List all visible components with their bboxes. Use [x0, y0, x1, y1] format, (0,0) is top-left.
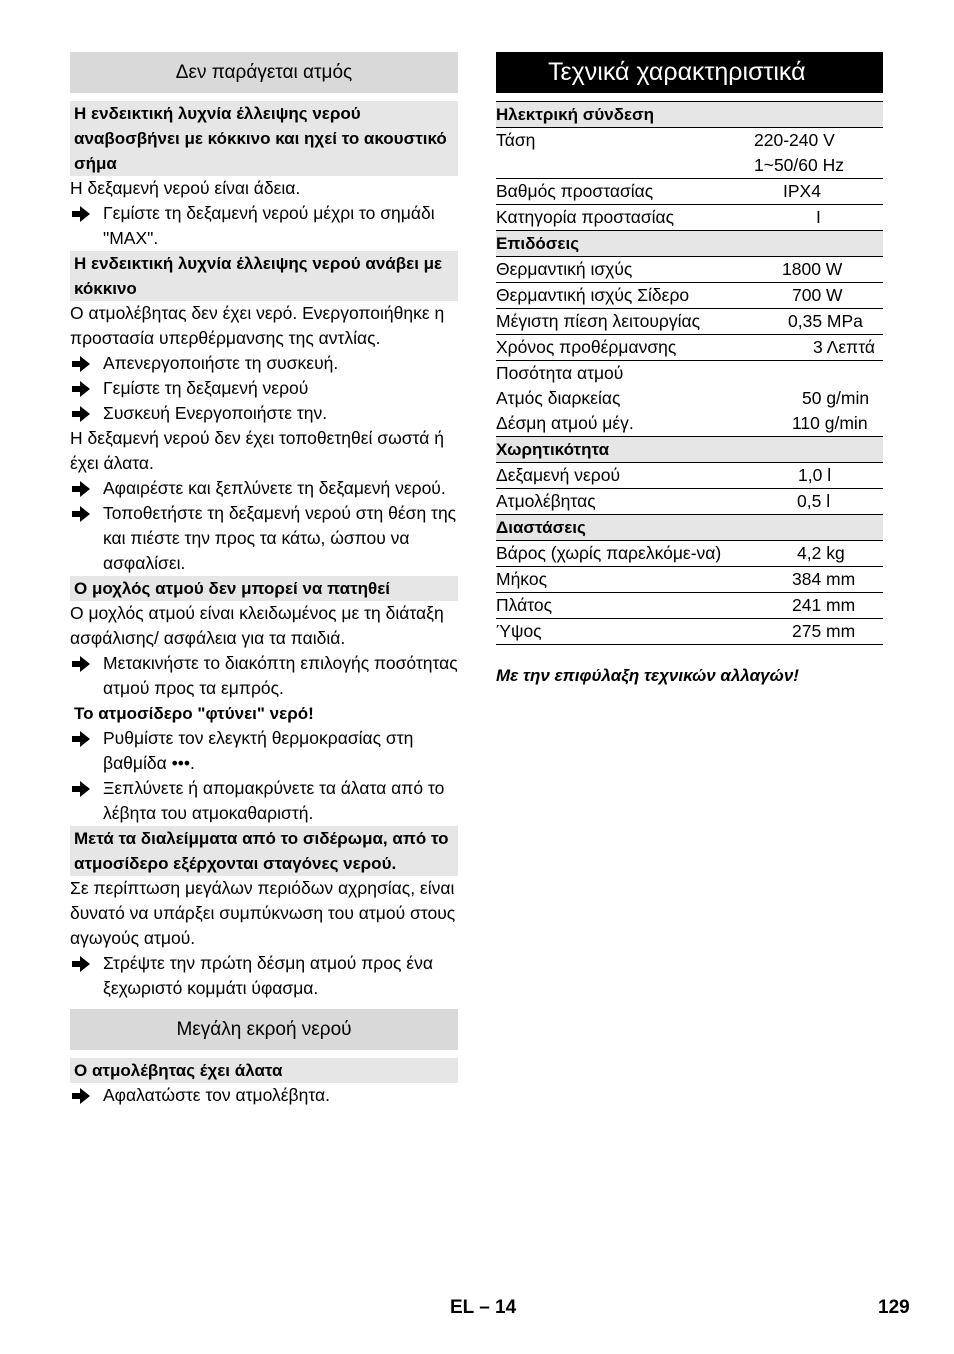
- arrow-right-icon: [72, 726, 94, 751]
- technical-changes-notice: Με την επιφύλαξη τεχνικών αλλαγών!: [496, 666, 799, 685]
- arrow-right-icon: [72, 201, 94, 226]
- page-number: 129: [878, 1297, 910, 1318]
- spec-table: [496, 101, 883, 645]
- remedy-step: Γεμίστε τη δεξαμενή νερού: [70, 376, 458, 401]
- remedy-step: Γεμίστε τη δεξαμενή νερού μέχρι το σημάδι "MAX".: [70, 201, 458, 251]
- fault-heading-iron-spits-water: Το ατμοσίδερο "φτύνει" νερό!: [74, 704, 314, 723]
- spec-group-row: Χωρητικότητα: [496, 437, 883, 463]
- arrow-right-icon: [72, 476, 94, 501]
- cause-text: Ο μοχλός ατμού είναι κλειδωμένος με τη διάταξη ασφάλισης/ ασφάλεια για τα παιδιά.: [70, 603, 444, 648]
- arrow-right-icon: [72, 1083, 94, 1108]
- arrow-right-icon: [72, 376, 94, 401]
- remedy-step: Απενεργοποιήστε τη συσκευή.: [70, 351, 458, 376]
- fault-heading-water-drops: Μετά τα διαλείμματα από το σιδέρωμα, από το ατμοσίδερο εξέρχονται σταγόνες νερού.: [70, 826, 458, 876]
- arrow-right-icon: [72, 501, 94, 526]
- arrow-right-icon: [72, 776, 94, 801]
- fault-heading-boiler-scale: Ο ατμολέβητας έχει άλατα: [70, 1058, 458, 1083]
- remedy-step: Συσκευή Ενεργοποιήστε την.: [70, 401, 458, 426]
- remedy-step: Αφαλατώστε τον ατμολέβητα.: [70, 1083, 458, 1108]
- remedy-step: Ρυθμίστε τον ελεγκτή θερμοκρασίας στη βαθμίδα •••.: [70, 726, 458, 776]
- page-code: EL – 14: [450, 1297, 517, 1318]
- table-row: Θερμαντική ισχύς Σίδερο 700 W: [496, 283, 883, 309]
- remedy-step: Αφαιρέστε και ξεπλύνετε τη δεξαμενή νερού.: [70, 476, 458, 501]
- table-row: Βάρος (χωρίς παρελκόμε-να) 4,2 kg: [496, 541, 883, 567]
- table-row: Κατηγορία προστασίας I: [496, 205, 883, 231]
- table-row: Δεξαμενή νερού 1,0 l: [496, 463, 883, 489]
- cause-text: Η δεξαμενή νερού είναι άδεια.: [70, 178, 301, 198]
- remedy-step: Τοποθετήστε τη δεξαμενή νερού στη θέση της και πιέστε την προς τα κάτω, ώσπου να ασφαλίσει.: [70, 501, 458, 576]
- table-row: Τάση 220-240 V: [496, 130, 835, 150]
- table-row: Ατμολέβητας 0,5 l: [496, 489, 883, 515]
- table-row: Χρόνος προθέρμανσης 3 Λεπτά: [496, 335, 883, 361]
- table-row: Ατμός διαρκείας 50 g/min: [496, 388, 870, 408]
- cause-text: Η δεξαμενή νερού δεν έχει τοποθετηθεί σωστά ή έχει άλατα.: [70, 428, 444, 473]
- fault-heading-water-lamp-on: Η ενδεικτική λυχνία έλλειψης νερού ανάβει με κόκκινο: [70, 251, 458, 301]
- arrow-right-icon: [72, 401, 94, 426]
- remedy-step: Ξεπλύνετε ή απομακρύνετε τα άλατα από το λέβητα του ατμοκαθαριστή.: [70, 776, 458, 826]
- section-title-no-steam: Δεν παράγεται ατμός: [70, 52, 458, 93]
- table-row: Θερμαντική ισχύς 1800 W: [496, 257, 883, 283]
- fault-heading-water-lamp-flashing: Η ενδεικτική λυχνία έλλειψης νερού αναβοσβήνει με κόκκινο και ηχεί το ακουστικό σήμα: [70, 101, 458, 176]
- arrow-right-icon: [72, 951, 94, 976]
- arrow-right-icon: [72, 351, 94, 376]
- spec-group-row: Επιδόσεις: [496, 231, 883, 257]
- remedy-step: Μετακινήστε το διακόπτη επιλογής ποσότητας ατμού προς τα εμπρός.: [70, 651, 458, 701]
- spec-group-row: Ηλεκτρική σύνδεση: [496, 102, 883, 128]
- technical-data-title: Τεχνικά χαρακτηριστικά: [496, 52, 883, 93]
- table-row: Μήκος 384 mm: [496, 567, 883, 593]
- table-row: Ύψος 275 mm: [496, 619, 883, 645]
- cause-text: Σε περίπτωση μεγάλων περιόδων αχρησίας, είναι δυνατό να υπάρξει συμπύκνωση του ατμού στους αγωγούς ατμού.: [70, 878, 456, 948]
- table-row: Βαθμός προστασίας IPX4: [496, 179, 883, 205]
- table-row: Μέγιστη πίεση λειτουργίας 0,35 MPa: [496, 309, 883, 335]
- spec-group-row: Διαστάσεις: [496, 515, 883, 541]
- section-title-water-leak: Μεγάλη εκροή νερού: [70, 1009, 458, 1050]
- table-row: Ποσότητα ατμού: [496, 363, 624, 383]
- remedy-step: Στρέψτε την πρώτη δέσμη ατμού προς ένα ξεχωριστό κομμάτι ύφασμα.: [70, 951, 458, 1001]
- troubleshooting-column: [70, 52, 458, 1108]
- table-row: Δέσμη ατμού μέγ. 110 g/min: [496, 411, 883, 437]
- technical-data-column: [496, 52, 883, 686]
- table-row: 1~50/60 Hz: [496, 153, 883, 179]
- fault-heading-steam-lever: Ο μοχλός ατμού δεν μπορεί να πατηθεί: [70, 576, 458, 601]
- arrow-right-icon: [72, 651, 94, 676]
- cause-text: Ο ατμολέβητας δεν έχει νερό. Ενεργοποιήθηκε η προστασία υπερθέρμανσης της αντλίας.: [70, 303, 445, 348]
- table-row: Πλάτος 241 mm: [496, 593, 883, 619]
